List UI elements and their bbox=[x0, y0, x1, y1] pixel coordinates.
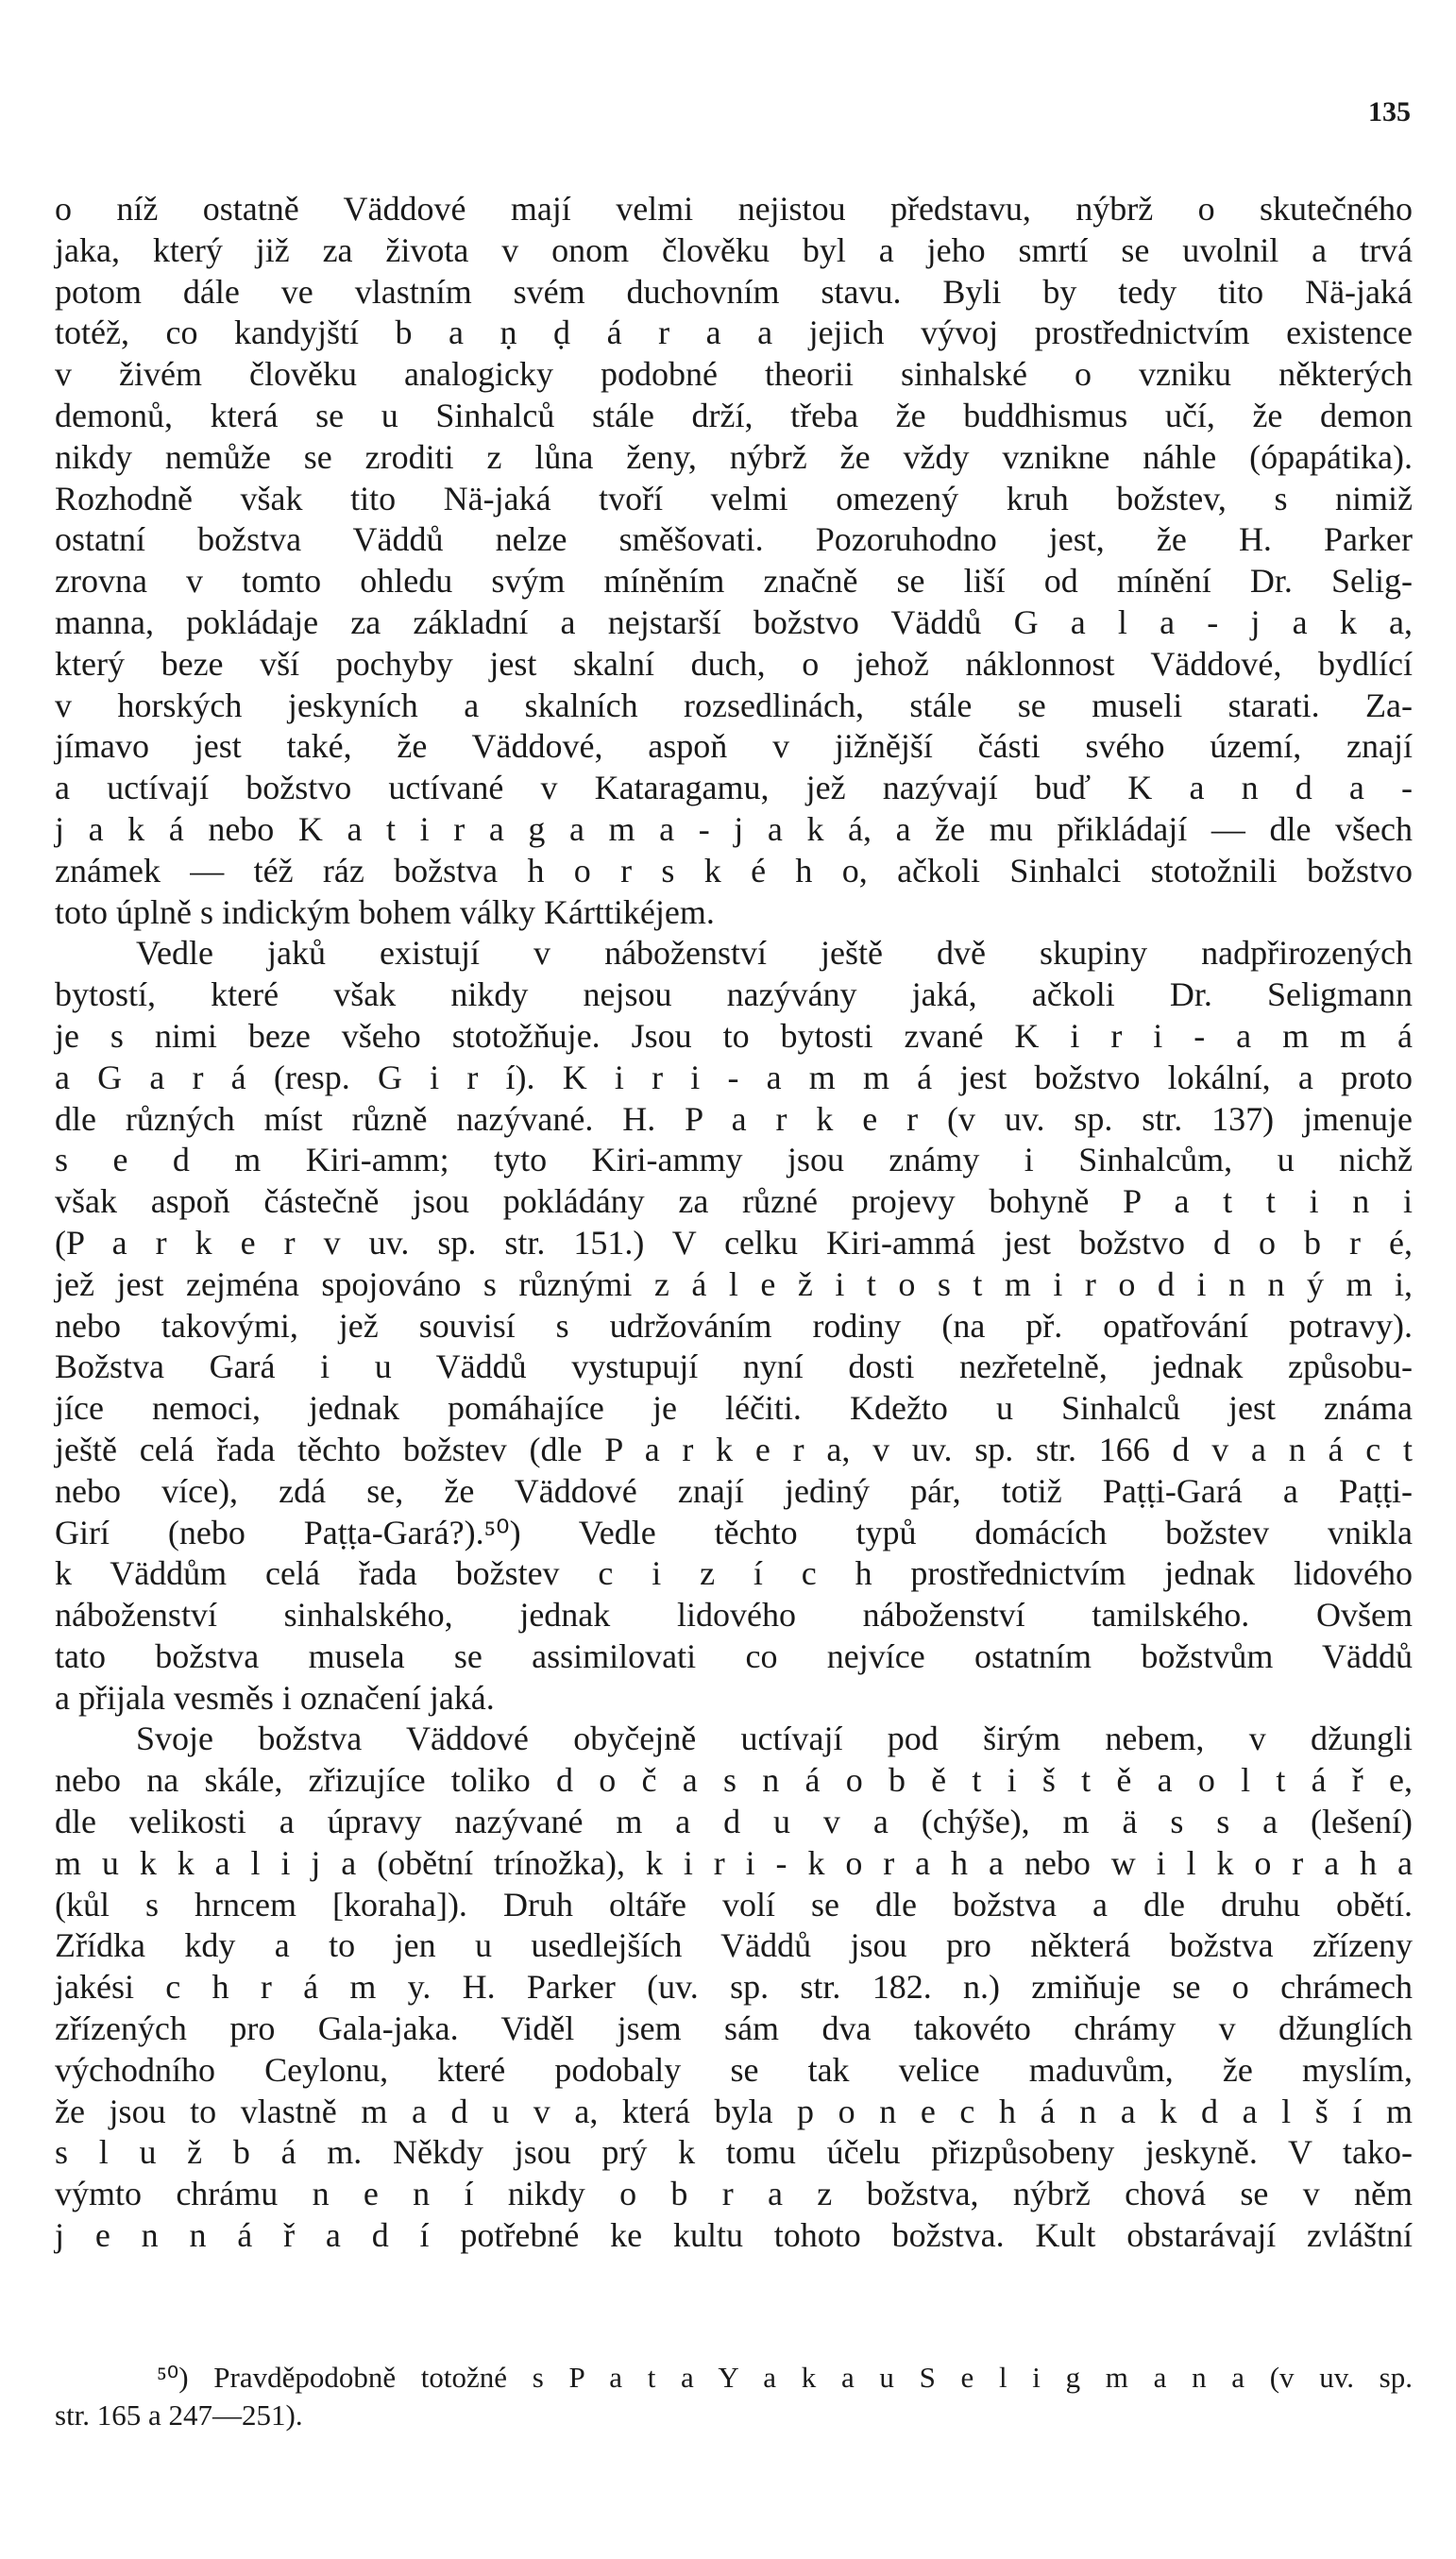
text-line: jímavo jest také, že Väddové, aspoň v jižnější části svého území, znají bbox=[55, 727, 1413, 766]
text-line: však aspoň částečně jsou pokládány za různé projevy bohyně P a t t i n i bbox=[55, 1182, 1413, 1221]
text-line: manna, pokládaje za základní a nejstarší božstvo Väddů G a l a - j a k a, bbox=[55, 602, 1413, 641]
text-line: Rozhodně však tito Nä-jaká tvoří velmi omezený kruh božstev, s nimiž bbox=[55, 479, 1413, 517]
text-line: s l u ž b á m. Někdy jsou prý k tomu účelu přizpůsobeny jeskyně. V tako- bbox=[55, 2133, 1413, 2172]
text-line: který beze vší pochyby jest skalní duch, o jehož náklonnost Väddové, bydlící bbox=[55, 644, 1413, 683]
text-line: totéž, co kandyjští b a ṇ ḍ á r a a jejich vývoj prostřednictvím existence bbox=[55, 314, 1413, 352]
text-line: m u k k a l i j a (obětní trínožka), k i r i - k o r a h a nebo w i l k o r a h a bbox=[55, 1843, 1413, 1882]
text-line: potom dále ve vlastním svém duchovním stavu. Byli by tedy tito Nä-jaká bbox=[55, 272, 1413, 311]
text-line: východního Ceylonu, které podobaly se tak velice maduvům, že myslím, bbox=[55, 2050, 1413, 2089]
text-line: demonů, která se u Sinhalců stále drží, třeba že buddhismus učí, že demon bbox=[55, 396, 1413, 434]
text-line: ještě celá řada těchto božstev (dle P a r k e r a, v uv. sp. str. 166 d v a n á c t bbox=[55, 1430, 1413, 1468]
text-line: dle velikosti a úpravy nazývané m a d u v a (chýše), m ä s s a (lešení) bbox=[55, 1803, 1413, 1841]
text-line: ostatní božstva Väddů nelze směšovati. Pozoruhodno jest, že H. Parker bbox=[55, 520, 1413, 559]
text-line: j a k á nebo K a t i r a g a m a - j a k á, a že mu přikládají — dle všech bbox=[55, 809, 1413, 848]
text-line: toto úplně s indickým bohem války Kárttikéjem. bbox=[55, 892, 715, 931]
text-line: nebo více), zdá se, že Väddové znají jediný pár, totiž Paṭṭi-Gará a Paṭṭi- bbox=[55, 1471, 1413, 1510]
text-line: bytostí, které však nikdy nejsou nazývány jaká, ačkoli Dr. Seligmann bbox=[55, 975, 1413, 1014]
text-line: výmto chrámu n e n í nikdy o b r a z božstva, nýbrž chová se v něm bbox=[55, 2175, 1413, 2213]
text-line: nikdy nemůže se zroditi z lůna ženy, nýbrž že vždy vznikne náhle (ópapátika). bbox=[55, 437, 1413, 476]
text-line: zřízených pro Gala-jaka. Viděl jsem sám dva takovéto chrámy v džunglích bbox=[55, 2009, 1413, 2048]
text-line: a G a r á (resp. G i r í). K i r i - a m m á jest božstvo lokální, a proto bbox=[55, 1058, 1413, 1096]
text-line: že jsou to vlastně m a d u v a, která byla p o n e c h á n a k d a l š í m bbox=[55, 2092, 1413, 2130]
text-line: známek — též ráz božstva h o r s k é h o, ačkoli Sinhalci stotožnili božstvo bbox=[55, 851, 1413, 890]
text-line: Svoje božstva Väddové obyčejně uctívají pod širým nebem, v džungli bbox=[136, 1720, 1413, 1758]
text-line: v živém člověku analogicky podobné theorii sinhalské o vzniku některých bbox=[55, 355, 1413, 394]
text-line: náboženství sinhalského, jednak lidového náboženství tamilského. Ovšem bbox=[55, 1596, 1413, 1635]
page-number: 135 bbox=[1368, 96, 1411, 127]
text-line: dle různých míst různě nazývané. H. P a r k e r (v uv. sp. str. 137) jmenuje bbox=[55, 1099, 1413, 1138]
text-line: tato božstva musela se assimilovati co nejvíce ostatním božstvům Väddů bbox=[55, 1636, 1413, 1675]
text-line: jíce nemoci, jednak pomáhajíce je léčiti. Kdežto u Sinhalců jest známa bbox=[55, 1389, 1413, 1428]
text-line: Božstva Gará i u Väddů vystupují nyní dosti nezřetelně, jednak způsobu- bbox=[55, 1347, 1413, 1386]
footnote-line: str. 165 a 247—251). bbox=[55, 2398, 303, 2432]
text-line: je s nimi beze všeho stotožňuje. Jsou to bytosti zvané K i r i - a m m á bbox=[55, 1016, 1413, 1055]
text-line: s e d m Kiri-amm; tyto Kiri-ammy jsou známy i Sinhalcům, u nichž bbox=[55, 1141, 1413, 1179]
text-line: zrovna v tomto ohledu svým míněním značně se liší od mínění Dr. Selig- bbox=[55, 562, 1413, 601]
text-line: (kůl s hrncem [koraha]). Druh oltáře volí se dle božstva a dle druhu obětí. bbox=[55, 1885, 1413, 1923]
text-line: a přijala vesměs i označení jaká. bbox=[55, 1678, 495, 1717]
footnote-line: ⁵⁰) Pravděpodobně totožné s P a t a Y a k a u S e l i g m a n a (v uv. sp. bbox=[157, 2361, 1413, 2394]
text-line: jakési c h r á m y. H. Parker (uv. sp. str. 182. n.) zmiňuje se o chrámech bbox=[55, 1968, 1413, 2007]
text-line: Girí (nebo Paṭṭa-Gará?).⁵⁰) Vedle těchto typů domácích božstev vnikla bbox=[55, 1513, 1413, 1551]
text-line: j e n n á ř a d í potřebné ke kultu tohoto božstva. Kult obstarávají zvláštní bbox=[55, 2216, 1413, 2255]
text-line: o níž ostatně Väddové mají velmi nejistou představu, nýbrž o skutečného bbox=[55, 190, 1413, 228]
text-line: Zřídka kdy a to jen u usedlejších Väddů jsou pro některá božstva zřízeny bbox=[55, 1926, 1413, 1965]
footnote bbox=[55, 2359, 1413, 2434]
text-line: k Väddům celá řada božstev c i z í c h prostřednictvím jednak lidového bbox=[55, 1554, 1413, 1593]
text-line: nebo takovými, jež souvisí s udržováním rodiny (na př. opatřování potravy). bbox=[55, 1306, 1413, 1345]
text-line: a uctívají božstvo uctívané v Kataragamu, jež nazývají buď K a n d a - bbox=[55, 769, 1413, 807]
body-text bbox=[55, 189, 1413, 2257]
text-line: nebo na skále, zřizujíce toliko d o č a s n á o b ě t i š t ě a o l t á ř e, bbox=[55, 1761, 1413, 1800]
text-line: jaka, který již za života v onom člověku byl a jeho smrtí se uvolnil a trvá bbox=[55, 230, 1413, 269]
text-line: v horských jeskyních a skalních rozsedlinách, stále se museli starati. Za- bbox=[55, 686, 1413, 724]
text-line: Vedle jaků existují v náboženství ještě dvě skupiny nadpřirozených bbox=[136, 934, 1413, 973]
text-line: jež jest zejména spojováno s různými z á l e ž i t o s t m i r o d i n n ý m i, bbox=[55, 1264, 1413, 1303]
text-line: (P a r k e r v uv. sp. str. 151.) V celku Kiri-ammá jest božstvo d o b r é, bbox=[55, 1223, 1413, 1262]
